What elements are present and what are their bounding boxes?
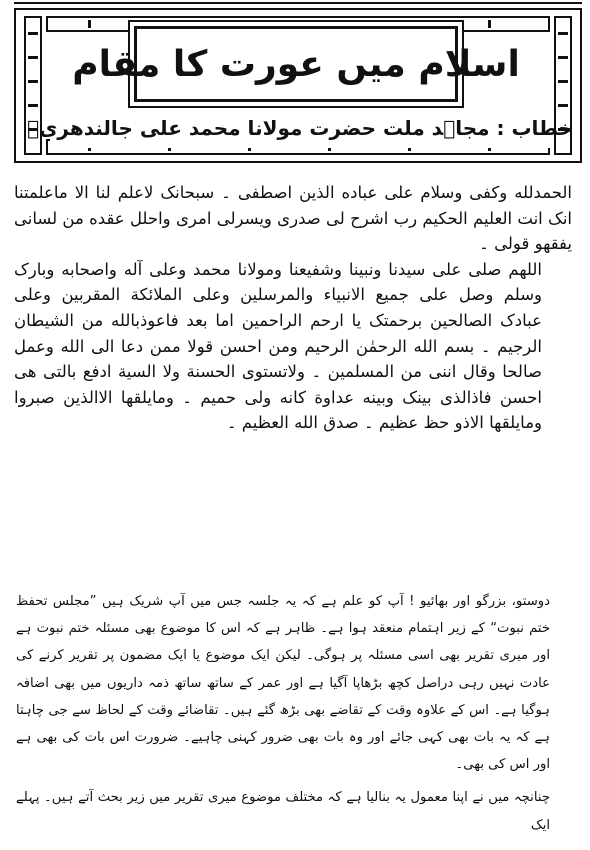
speaker-line: خطاب : مجاہد ملت حضرت مولانا محمد علی جالندھریؒ <box>27 116 573 140</box>
top-rule <box>14 2 582 4</box>
arabic-paragraph: اللهم صلی علی سیدنا ونبینا وشفیعنا ومولانا محمد وعلی آله واصحابه وبارک وسلم وصل علی جمیع الانبیاء والمرسلین وعلی الملائکة المقربین وعلی عبادک الصالحین برحمتک یا ارحم الراحمین اما بعد فاعوذبالله من الشیطان الرجیم ۔ بسم الله الرحمٰن الرحیم ومن احسن قولا ممن دعا الی الله وعمل صالحا وقال اننی من المسلمین ۔ ولاتستوی الحسنة ولا السیة ادفع بالتی هی احسن فاذالذی بینک وبینه عداوة کانه ولی حمیم ۔ ومایلقها الاالذین صبروا ومایلقها الاذو حظ عظیم ۔ صدق الله العظیم ۔ <box>14 259 542 433</box>
arabic-paragraph: الحمدلله وکفی وسلام علی عباده الذین اصطفی ۔ سبحانک لاعلم لنا الا ماعلمتنا انک انت العلیم الحکیم رب اشرح لی صدری ویسرلی امری واحلل عقده من لسانی یفقهو قولی ۔ <box>14 183 572 254</box>
page-title: اسلام میں عورت کا مقام <box>72 43 520 85</box>
title-frame <box>72 26 520 102</box>
urdu-paragraph: دوستو، بزرگو اور بھائیو ! آپ کو علم ہے کہ یہ جلسہ جس میں آپ شریک ہیں ”مجلس تحفظ ختم نبوت“ کے زیر اہتمام منعقد ہوا ہے۔ ظاہر ہے کہ اس کا موضوع بھی مسئلہ ختم نبوت ہے اور میری تقریر بھی اسی مسئلہ پر ہوگی۔ لیکن ایک موضوع یا ایک مضمون پر تقریر کرنے کی عادت نہیں رہی دراصل کچھ بڑھاپا آگیا ہے اور عمر کے ساتھ ساتھ ذمہ داریوں میں بھی اضافہ ہوگیا ہے۔ اس کے علاوہ وقت کے تقاضے بھی بڑھ گئے ہیں۔ تقاضائے وقت کے لحاظ سے جی چاہتا ہے کہ یہ بات بھی کہی جائے اور وہ بات بھی ضرور کہنی چاہیے۔ ضرورت اس بات کی بھی ہے اور اس کی بھی۔ <box>16 594 550 773</box>
urdu-body-text <box>16 588 572 839</box>
urdu-paragraph: چنانچہ میں نے اپنا معمول یہ بنالیا ہے کہ مختلف موضوع میری تقریر میں زیر بحث آتے ہیں۔ پہلے ایک <box>16 790 550 833</box>
arabic-invocation <box>14 180 572 436</box>
speaker-strip <box>27 108 573 148</box>
title-header-frame <box>14 8 582 163</box>
